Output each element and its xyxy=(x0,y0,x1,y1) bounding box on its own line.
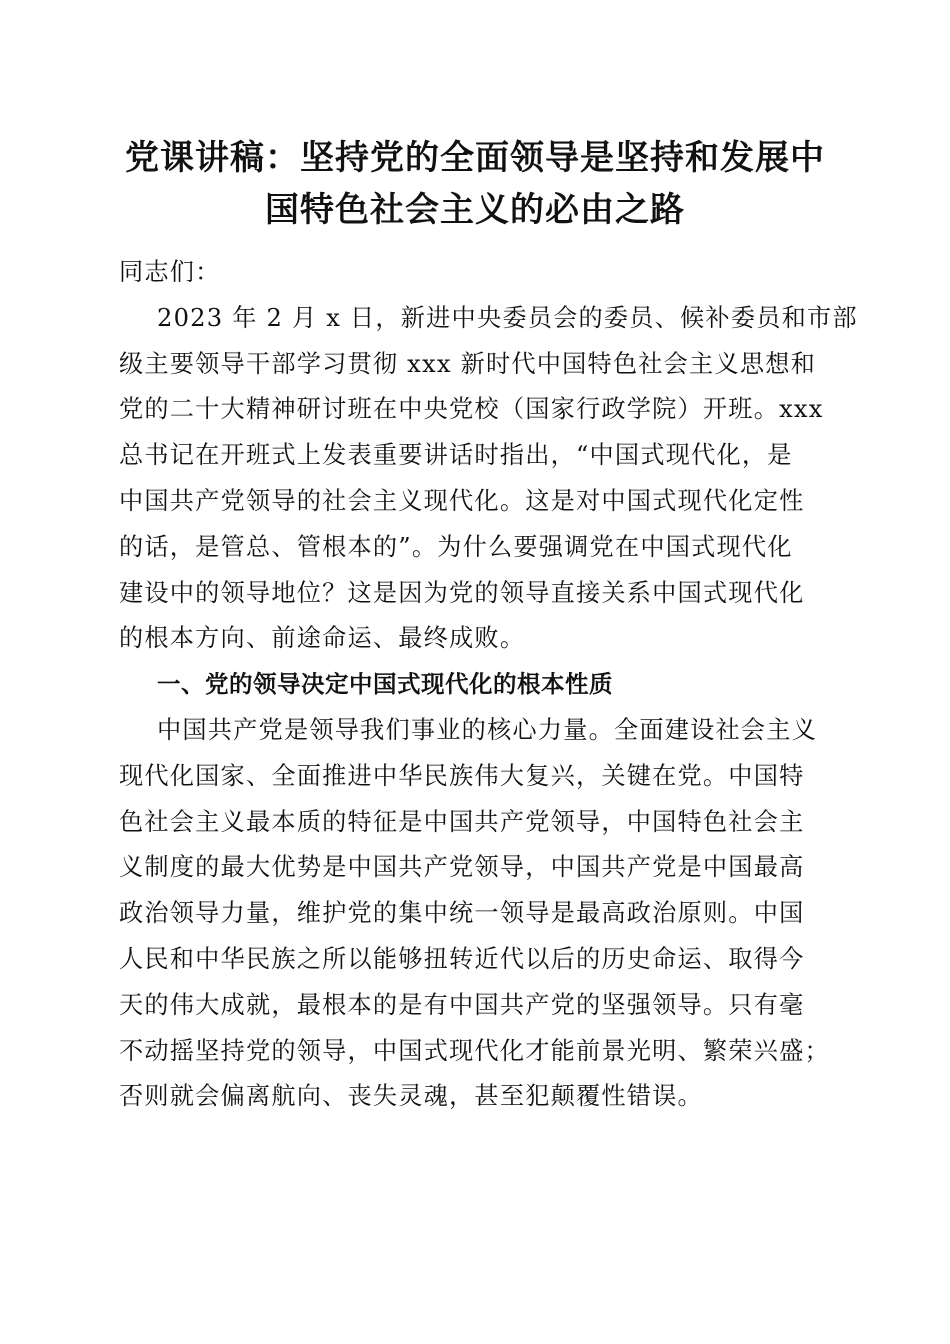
paragraph-line: 不动摇坚持党的领导，中国式现代化才能前景光明、繁荣兴盛； xyxy=(119,1036,830,1065)
document-title xyxy=(110,132,840,236)
paragraph-line: 色社会主义最本质的特征是中国共产党领导，中国特色社会主 xyxy=(119,807,805,836)
salutation: 同志们： xyxy=(119,258,221,286)
paragraph-line: 中国共产党是领导我们事业的核心力量。全面建设社会主义 xyxy=(157,715,818,744)
paragraph-line: 义制度的最大优势是中国共产党领导，中国共产党是中国最高 xyxy=(119,853,805,882)
paragraph-line: 天的伟大成就，最根本的是有中国共产党的坚强领导。只有毫 xyxy=(119,990,805,1019)
paragraph-line: 总书记在开班式上发表重要讲话时指出，“中国式现代化，是 xyxy=(119,441,793,470)
paragraph-line: 的话，是管总、管根本的”。为什么要强调党在中国式现代化 xyxy=(119,532,793,561)
section-heading: 一、党的领导决定中国式现代化的根本性质 xyxy=(157,670,613,699)
paragraph-line: 级主要领导干部学习贯彻 xxx 新时代中国特色社会主义思想和 xyxy=(119,349,816,378)
document-body xyxy=(119,250,858,1120)
paragraph-line: 否则就会偏离航向、丧失灵魂，甚至犯颠覆性错误。 xyxy=(119,1082,703,1111)
paragraph-line: 的根本方向、前途命运、最终成败。 xyxy=(119,624,526,653)
paragraph-line: 中国共产党领导的社会主义现代化。这是对中国式现代化定性 xyxy=(119,486,805,515)
paragraph-line: 党的二十大精神研讨班在中央党校（国家行政学院）开班。xxx xyxy=(119,395,824,424)
paragraph-line: 建设中的领导地位？这是因为党的领导直接关系中国式现代化 xyxy=(119,578,805,607)
paragraph-line: 2023 年 2 月 x 日，新进中央委员会的委员、候补委员和市部 xyxy=(157,303,858,332)
paragraph-line: 人民和中华民族之所以能够扭转近代以后的历史命运、取得今 xyxy=(119,944,805,973)
paragraph-section1 xyxy=(119,708,834,1120)
paragraph-intro xyxy=(119,296,858,662)
title-line: 国特色社会主义的必由之路 xyxy=(265,190,685,230)
paragraph-line: 现代化国家、全面推进中华民族伟大复兴，关键在党。中国特 xyxy=(119,761,805,790)
paragraph-line: 政治领导力量，维护党的集中统一领导是最高政治原则。中国 xyxy=(119,899,805,928)
title-line: 党课讲稿：坚持党的全面领导是坚持和发展中 xyxy=(125,138,825,178)
